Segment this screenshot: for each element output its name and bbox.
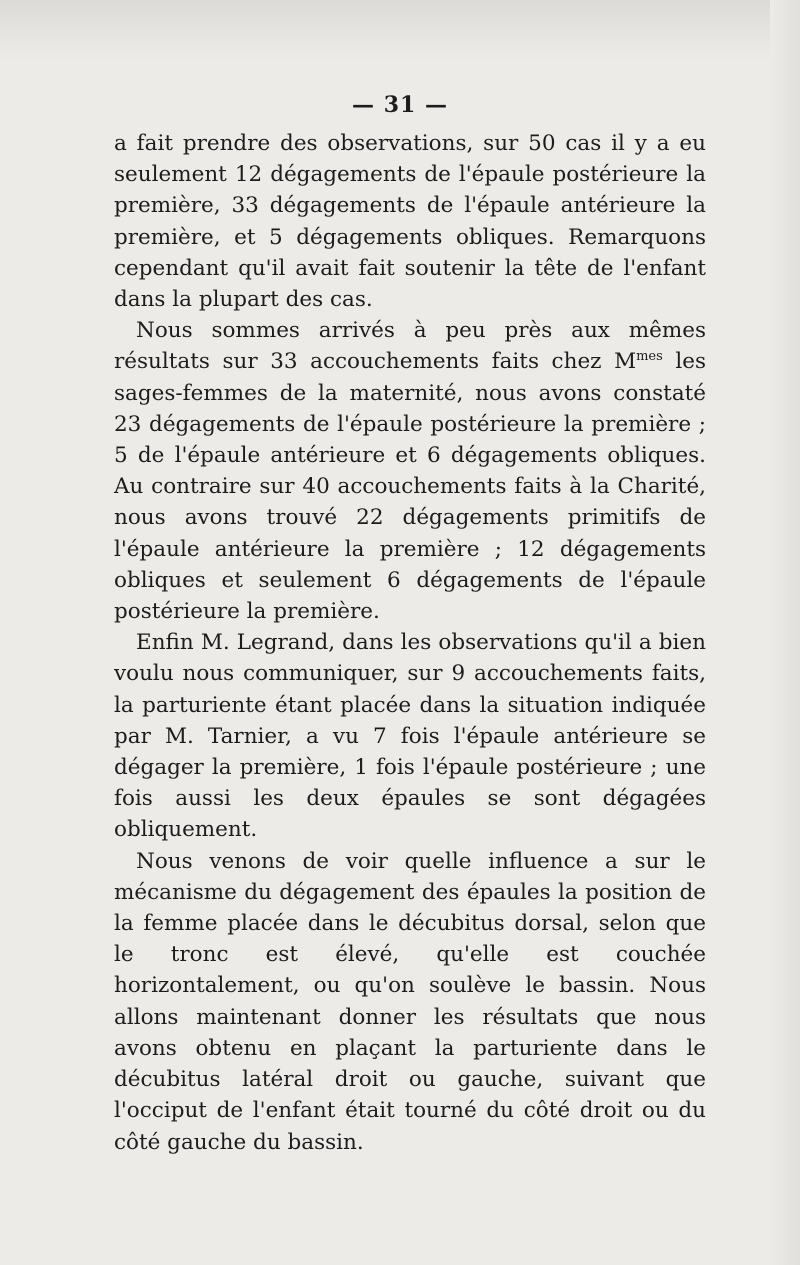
paragraph-2-part-1: Nous sommes arrivés à peu près aux mêmes résultats sur 33 accouchements faits chez M	[114, 318, 706, 375]
paragraph-2-part-2: les sages-femmes de la maternité, nous avons constaté 23 dégagements de l'épaule postérieure la première ; 5 de l'épaule antérieure et 6 dégagements obliques. Au contraire sur 40 accouchements faits à la Charité, nous avons trouvé 22 dégagements primitifs de l'épaule antérieure la première ; 12 dégagements obliques et seulement 6 dégagements de l'épaule postérieure la première.	[114, 349, 707, 625]
paragraph-2	[114, 315, 706, 627]
paragraph-4: Nous venons de voir quelle influence a sur le mécanisme du dégagement des épaules la position de la femme placée dans le décubitus dorsal, selon que le tronc est élevé, qu'elle est couchée horizontalement, ou qu'on soulève le bassin. Nous allons maintenant donner les résultats que nous avons obtenu en plaçant la parturiente dans le décubitus latéral droit ou gauche, suivant que l'occiput de l'enfant était tourné du côté droit ou du côté gauche du bassin.	[114, 848, 706, 1155]
scan-shadow-top	[0, 0, 800, 60]
page-number: — 31 —	[352, 92, 448, 118]
scan-shadow-right	[770, 0, 800, 1265]
paragraph-3: Enfin M. Legrand, dans les observations qu'il a bien voulu nous communiquer, sur 9 accouchements faits, la parturiente étant placée dans la situation indiquée par M. Tarnier, a vu 7 fois l'épaule antérieure se dégager la première, 1 fois l'épaule postérieure ; une fois aussi les deux épaules se sont dégagées obliquement.	[114, 630, 706, 843]
superscript-mes: mes	[636, 349, 663, 365]
body-text	[114, 128, 706, 1158]
paragraph-1: a fait prendre des observations, sur 50 cas il y a eu seulement 12 dégagements de l'épaule postérieure la première, 33 dégagements de l'épaule antérieure la première, et 5 dégagements obliques. Remarquons cependant qu'il avait fait soutenir la tête de l'enfant dans la plupart des cas.	[114, 131, 706, 313]
